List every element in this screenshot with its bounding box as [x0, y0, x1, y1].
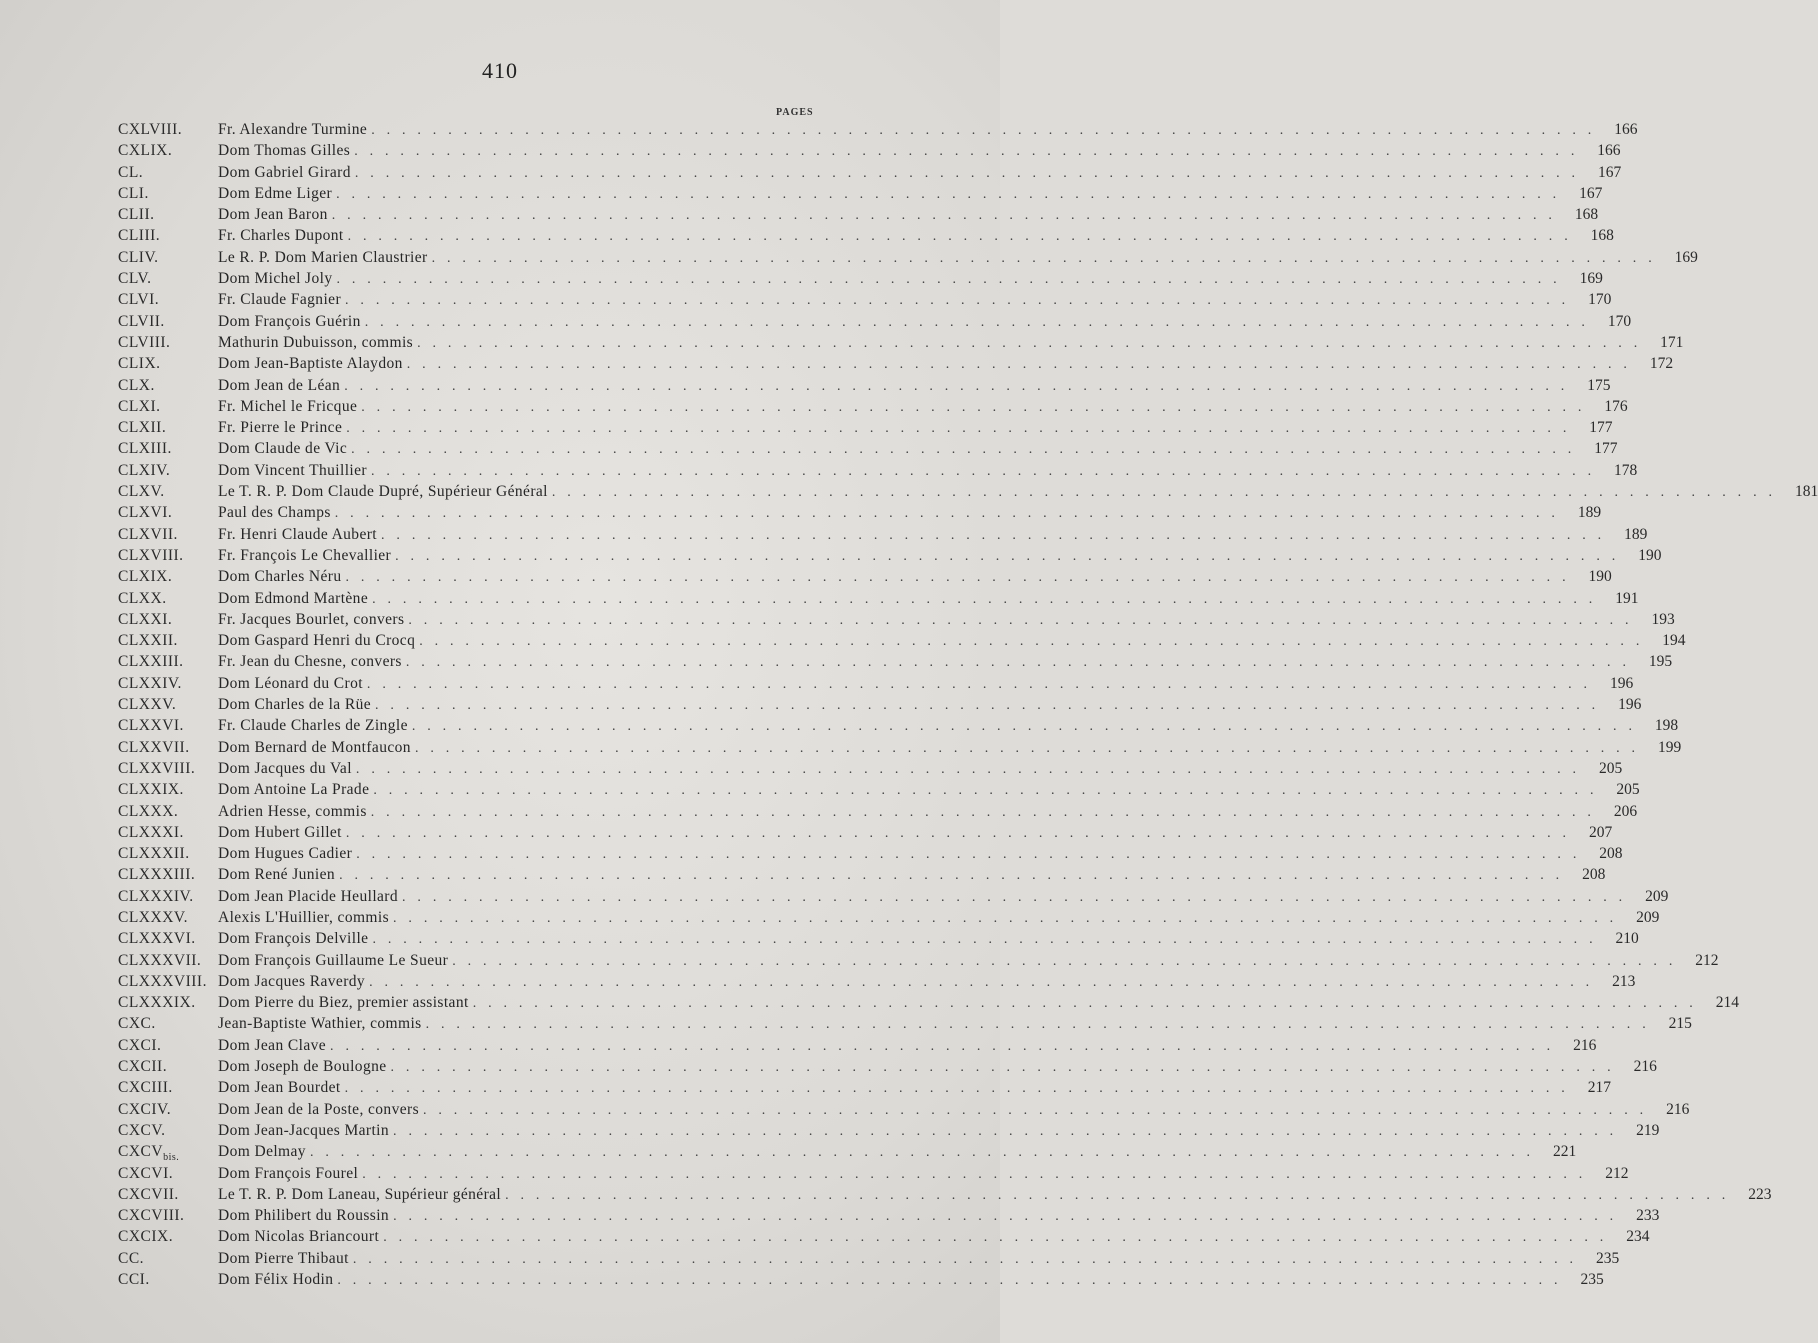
dot-leader: . . . . . . . . . . . . . . . . . . . . . . . . . . . . . . . . . . . . . . . . . . . . . . . . . . . . . . . . . . . . . . . . . . . . . . . . . . . . . . . . [354, 165, 1580, 181]
toc-entry [118, 225, 1614, 246]
dot-leader: . . . . . . . . . . . . . . . . . . . . . . . . . . . . . . . . . . . . . . . . . . . . . . . . . . . . . . . . . . . . . . . . . . . . . . . . . . . . . . . . [366, 676, 1592, 692]
dot-leader: . . . . . . . . . . . . . . . . . . . . . . . . . . . . . . . . . . . . . . . . . . . . . . . . . . . . . . . . . . . . . . . . . . . . . . . . . . . . . . . . [334, 506, 1560, 522]
entry-number: CLXX. [118, 589, 167, 607]
toc-entry [118, 715, 1679, 736]
entry-page: 181 [1794, 483, 1818, 501]
toc-entry [118, 864, 1606, 885]
dot-leader: . . . . . . . . . . . . . . . . . . . . . . . . . . . . . . . . . . . . . . . . . . . . . . . . . . . . . . . . . . . . . . . . . . . . . . . . . . . . . . . . [351, 442, 1576, 458]
dot-leader: . . . . . . . . . . . . . . . . . . . . . . . . . . . . . . . . . . . . . . . . . . . . . . . . . . . . . . . . . . . . . . . . . . . . . . . . . . . . . . . . [344, 1081, 1569, 1097]
entry-name: Dom Michel Joly [218, 270, 333, 288]
entry-number: CXCVII. [118, 1185, 179, 1203]
entry-number: CLXV. [118, 483, 165, 501]
entry-name: Dom René Junien [218, 866, 336, 884]
entry-page: 193 [1651, 610, 1675, 628]
toc-entry [118, 737, 1682, 758]
entry-page: 235 [1595, 1249, 1620, 1267]
entry-page: 205 [1598, 759, 1623, 777]
entry-number: CLXXXIX. [118, 994, 196, 1012]
entry-name: Dom Gabriel Girard [218, 163, 351, 181]
entry-name: Fr. Claude Charles de Zingle [218, 717, 408, 735]
entry-name: Mathurin Dubuisson, commis [218, 333, 414, 351]
dot-leader: . . . . . . . . . . . . . . . . . . . . . . . . . . . . . . . . . . . . . . . . . . . . . . . . . . . . . . . . . . . . . . . . . . . . . . . . . . . . . . . . [405, 655, 1631, 671]
entry-number: CLIV. [118, 248, 159, 266]
toc-entry [118, 524, 1648, 545]
dot-leader: . . . . . . . . . . . . . . . . . . . . . . . . . . . . . . . . . . . . . . . . . . . . . . . . . . . . . . . . . . . . . . . . . . . . . . . . . . . . . . . . [331, 208, 1557, 224]
entry-number: CXCV. [118, 1121, 166, 1139]
entry-number: CLXXXII. [118, 845, 190, 863]
dot-leader: . . . . . . . . . . . . . . . . . . . . . . . . . . . . . . . . . . . . . . . . . . . . . . . . . . . . . . . . . . . . . . . . . . . . . . . . . . . . . . . . [336, 186, 1561, 202]
entry-number: CLXII. [118, 419, 167, 437]
dot-leader: . . . . . . . . . . . . . . . . . . . . . . . . . . . . . . . . . . . . . . . . . . . . . . . . . . . . . . . . . . . . . . . . . . . . . . . . . . . . . . . . [362, 1166, 1587, 1182]
entry-number: CLXXVIII. [118, 759, 196, 777]
entry-number: CLXXXIV. [118, 887, 194, 905]
entry-number: CLVI. [118, 291, 160, 309]
entry-page: 172 [1649, 355, 1674, 373]
entry-name: Dom Edme Liger [218, 184, 333, 202]
toc-entry [118, 396, 1628, 417]
dot-leader: . . . . . . . . . . . . . . . . . . . . . . . . . . . . . . . . . . . . . . . . . . . . . . . . . . . . . . . . . . . . . . . . . . . . . . . . . . . . . . . . [472, 996, 1697, 1012]
toc-entry [118, 1035, 1597, 1056]
entry-page: 209 [1645, 887, 1669, 905]
toc-entry [118, 417, 1613, 438]
dot-leader: . . . . . . . . . . . . . . . . . . . . . . . . . . . . . . . . . . . . . . . . . . . . . . . . . . . . . . . . . . . . . . . . . . . . . . . . . . . . . . . . [408, 612, 1633, 628]
dot-leader: . . . . . . . . . . . . . . . . . . . . . . . . . . . . . . . . . . . . . . . . . . . . . . . . . . . . . . . . . . . . . . . . . . . . . . . . . . . . . . . . [370, 463, 1596, 479]
entry-name: Dom Jean Clave [218, 1036, 327, 1054]
toc-entry [118, 1184, 1772, 1205]
toc-entry [118, 630, 1686, 651]
entry-name: Dom François Guérin [218, 312, 361, 330]
toc-entry [118, 119, 1638, 140]
entry-page: 213 [1612, 972, 1636, 990]
entry-page: 196 [1618, 696, 1642, 714]
entry-page: 170 [1588, 291, 1612, 309]
entry-name: Jean-Baptiste Wathier, commis [218, 1015, 422, 1033]
dot-leader: . . . . . . . . . . . . . . . . . . . . . . . . . . . . . . . . . . . . . . . . . . . . . . . . . . . . . . . . . . . . . . . . . . . . . . . . . . . . . . . . [345, 825, 1571, 841]
entry-page: 178 [1614, 461, 1638, 479]
toc-entry [118, 950, 1719, 971]
toc-entry [118, 1163, 1629, 1184]
dot-leader: . . . . . . . . . . . . . . . . . . . . . . . . . . . . . . . . . . . . . . . . . . . . . . . . . . . . . . . . . . . . . . . . . . . . . . . . . . . . . . . . [417, 335, 1642, 351]
entry-name: Dom Jacques du Val [218, 759, 352, 777]
entry-name: Dom Philibert du Roussin [218, 1207, 390, 1225]
entry-page: 205 [1616, 781, 1640, 799]
entry-page: 194 [1662, 632, 1686, 650]
entry-name: Dom Léonard du Crot [218, 674, 363, 692]
entry-number: CLXVIII. [118, 546, 184, 564]
dot-leader: . . . . . . . . . . . . . . . . . . . . . . . . . . . . . . . . . . . . . . . . . . . . . . . . . . . . . . . . . . . . . . . . . . . . . . . . . . . . . . . . [369, 974, 1594, 990]
dot-leader: . . . . . . . . . . . . . . . . . . . . . . . . . . . . . . . . . . . . . . . . . . . . . . . . . . . . . . . . . . . . . . . . . . . . . . . . . . . . . . . . [346, 421, 1571, 437]
entry-name: Dom Félix Hodin [218, 1271, 334, 1289]
entry-name: Le T. R. P. Dom Laneau, Supérieur général [218, 1185, 502, 1203]
dot-leader: . . . . . . . . . . . . . . . . . . . . . . . . . . . . . . . . . . . . . . . . . . . . . . . . . . . . . . . . . . . . . . . . . . . . . . . . . . . . . . . . [551, 485, 1777, 501]
dot-leader: . . . . . . . . . . . . . . . . . . . . . . . . . . . . . . . . . . . . . . . . . . . . . . . . . . . . . . . . . . . . . . . . . . . . . . . . . . . . . . . . [373, 783, 1598, 799]
toc-entry [118, 289, 1612, 310]
toc-entry [118, 460, 1638, 481]
toc-entry [118, 1013, 1692, 1034]
entry-page: 235 [1580, 1271, 1604, 1289]
dot-leader: . . . . . . . . . . . . . . . . . . . . . . . . . . . . . . . . . . . . . . . . . . . . . . . . . . . . . . . . . . . . . . . . . . . . . . . . . . . . . . . . [423, 1102, 1648, 1118]
entry-name: Paul des Champs [218, 504, 331, 522]
toc-entry [118, 502, 1602, 523]
entry-page: 210 [1615, 930, 1639, 948]
entry-number: CLXIII. [118, 440, 172, 458]
toc-entry [118, 1141, 1577, 1164]
entry-number: CLV. [118, 270, 152, 288]
entry-number: CLX. [118, 376, 155, 394]
entry-name: Fr. Michel le Fricque [218, 397, 358, 415]
entry-name: Dom Antoine La Prade [218, 781, 370, 799]
toc-entry [118, 481, 1818, 502]
dot-leader: . . . . . . . . . . . . . . . . . . . . . . . . . . . . . . . . . . . . . . . . . . . . . . . . . . . . . . . . . . . . . . . . . . . . . . . . . . . . . . . . [425, 1017, 1650, 1033]
entry-name: Dom Edmond Martène [218, 589, 369, 607]
toc-entry [118, 353, 1674, 374]
entry-name: Dom Jean Placide Heullard [218, 887, 399, 905]
toc-entry [118, 1269, 1604, 1290]
entry-page: 177 [1594, 440, 1618, 458]
entry-number: $CXCV_{bis.}$ [118, 1143, 180, 1164]
entry-number: CLVIII. [118, 333, 171, 351]
entry-number: CLXXIV. [118, 674, 182, 692]
entry-number: CLXXXVI. [118, 930, 196, 948]
entry-name: Dom François Guillaume Le Sueur [218, 951, 449, 969]
entry-name: Fr. Alexandre Turmine [218, 121, 368, 138]
entry-number: CLXXIII. [118, 653, 184, 671]
toc-entry [118, 162, 1622, 183]
entry-number: CXCII. [118, 1058, 168, 1076]
entry-name: Dom Vincent Thuillier [218, 461, 367, 479]
entry-number: CLXXVI. [118, 717, 184, 735]
entry-page: 199 [1658, 738, 1682, 756]
dot-leader: . . . . . . . . . . . . . . . . . . . . . . . . . . . . . . . . . . . . . . . . . . . . . . . . . . . . . . . . . . . . . . . . . . . . . . . . . . . . . . . . [345, 570, 1570, 586]
entry-number: CXCIV. [118, 1100, 172, 1118]
entry-number: CXCIII. [118, 1079, 173, 1097]
entry-page: 196 [1609, 674, 1634, 692]
entry-name: Dom Pierre du Biez, premier assistant [218, 994, 469, 1012]
dot-leader: . . . . . . . . . . . . . . . . . . . . . . . . . . . . . . . . . . . . . . . . . . . . . . . . . . . . . . . . . . . . . . . . . . . . . . . . . . . . . . . . [395, 548, 1620, 564]
toc-entry [118, 332, 1684, 353]
entry-page: 168 [1590, 227, 1614, 245]
entry-number: CXCVI. [118, 1164, 174, 1182]
entry-number: CLXVII. [118, 525, 178, 543]
entry-page: 166 [1597, 142, 1621, 160]
entry-name: Fr. François Le Chevallier [218, 546, 392, 564]
entry-page: 195 [1648, 653, 1673, 671]
entry-number: CLXXIX. [118, 781, 184, 799]
entry-page: 233 [1636, 1207, 1660, 1225]
toc-entry [118, 311, 1632, 332]
entry-page: 198 [1654, 717, 1679, 735]
dot-leader: . . . . . . . . . . . . . . . . . . . . . . . . . . . . . . . . . . . . . . . . . . . . . . . . . . . . . . . . . . . . . . . . . . . . . . . . . . . . . . . . [431, 250, 1656, 266]
entry-page: 190 [1638, 546, 1662, 564]
entry-page: 216 [1633, 1058, 1657, 1076]
dot-leader: . . . . . . . . . . . . . . . . . . . . . . . . . . . . . . . . . . . . . . . . . . . . . . . . . . . . . . . . . . . . . . . . . . . . . . . . . . . . . . . . [355, 761, 1581, 777]
dot-leader: . . . . . . . . . . . . . . . . . . . . . . . . . . . . . . . . . . . . . . . . . . . . . . . . . . . . . . . . . . . . . . . . . . . . . . . . . . . . . . . . [371, 123, 1596, 138]
entry-number: CLXIX. [118, 568, 173, 586]
entry-name: Fr. Claude Fagnier [218, 291, 342, 309]
dot-leader: . . . . . . . . . . . . . . . . . . . . . . . . . . . . . . . . . . . . . . . . . . . . . . . . . . . . . . . . . . . . . . . . . . . . . . . . . . . . . . . . [364, 314, 1590, 330]
toc-entry [118, 375, 1611, 396]
toc-entry [118, 588, 1639, 609]
entry-name: Dom Jean de Léan [218, 376, 341, 394]
dot-leader: . . . . . . . . . . . . . . . . . . . . . . . . . . . . . . . . . . . . . . . . . . . . . . . . . . . . . . . . . . . . . . . . . . . . . . . . . . . . . . . . [372, 591, 1597, 607]
toc-entry [118, 843, 1623, 864]
entry-page: 176 [1604, 397, 1628, 415]
entry-name: Fr. Pierre le Prince [218, 419, 343, 437]
entry-page: 208 [1582, 866, 1606, 884]
entry-page: 217 [1587, 1079, 1611, 1097]
entry-number: CXCIX. [118, 1228, 174, 1246]
entry-name: Adrien Hesse, commis [218, 802, 367, 820]
dot-leader: . . . . . . . . . . . . . . . . . . . . . . . . . . . . . . . . . . . . . . . . . . . . . . . . . . . . . . . . . . . . . . . . . . . . . . . . . . . . . . . . [402, 889, 1627, 905]
dot-leader: . . . . . . . . . . . . . . . . . . . . . . . . . . . . . . . . . . . . . . . . . . . . . . . . . . . . . . . . . . . . . . . . . . . . . . . . . . . . . . . . [339, 868, 1564, 884]
entry-page: 223 [1748, 1185, 1772, 1203]
toc-entry [118, 886, 1669, 907]
entry-name: Dom Nicolas Briancourt [218, 1228, 380, 1246]
toc-entry [118, 928, 1639, 949]
entry-name: Dom Hubert Gillet [218, 823, 342, 841]
dot-leader: . . . . . . . . . . . . . . . . . . . . . . . . . . . . . . . . . . . . . . . . . . . . . . . . . . . . . . . . . . . . . . . . . . . . . . . . . . . . . . . . [344, 378, 1569, 394]
entry-page: 212 [1695, 951, 1719, 969]
entry-number: CLI. [118, 184, 149, 202]
entry-name: Dom Delmay [218, 1143, 306, 1161]
entry-number-suffix: bis. [163, 1152, 180, 1164]
toc-entry [118, 566, 1612, 587]
entry-name: Fr. Jacques Bourlet, convers [218, 610, 405, 628]
entry-name: Dom Charles de la Rüe [218, 696, 372, 714]
toc-entry [118, 1120, 1660, 1141]
dot-leader: . . . . . . . . . . . . . . . . . . . . . . . . . . . . . . . . . . . . . . . . . . . . . . . . . . . . . . . . . . . . . . . . . . . . . . . . . . . . . . . . [505, 1187, 1730, 1203]
entry-name: Dom Jean de la Poste, convers [218, 1100, 419, 1118]
entry-name: Alexis L'Huillier, commis [218, 908, 390, 926]
entry-page: 167 [1597, 163, 1622, 181]
toc-entry [118, 1226, 1650, 1247]
entry-name: Dom Jean-Baptiste Alaydon [218, 355, 403, 373]
entry-number: CXLVIII. [118, 121, 183, 138]
toc-entry [118, 651, 1673, 672]
dot-leader: . . . . . . . . . . . . . . . . . . . . . . . . . . . . . . . . . . . . . . . . . . . . . . . . . . . . . . . . . . . . . . . . . . . . . . . . . . . . . . . . [372, 932, 1597, 948]
entry-page: 168 [1574, 206, 1599, 224]
entry-number: CLXXII. [118, 632, 178, 650]
entry-number: CLXXI. [118, 610, 173, 628]
toc-entry [118, 1077, 1611, 1098]
entry-page: 189 [1624, 525, 1648, 543]
entry-page: 191 [1615, 589, 1639, 607]
entry-page: 175 [1587, 376, 1611, 394]
entry-name: Fr. Charles Dupont [218, 227, 344, 245]
toc-entry [118, 758, 1623, 779]
toc-entry [118, 1056, 1657, 1077]
entry-page: 189 [1577, 504, 1602, 522]
pages-column-header: PAGES [776, 107, 814, 118]
dot-leader: . . . . . . . . . . . . . . . . . . . . . . . . . . . . . . . . . . . . . . . . . . . . . . . . . . . . . . . . . . . . . . . . . . . . . . . . . . . . . . . . [383, 1230, 1608, 1246]
entry-page: 214 [1715, 994, 1739, 1012]
dot-leader: . . . . . . . . . . . . . . . . . . . . . . . . . . . . . . . . . . . . . . . . . . . . . . . . . . . . . . . . . . . . . . . . . . . . . . . . . . . . . . . . [370, 804, 1596, 820]
entry-name: Dom Bernard de Montfaucon [218, 738, 411, 756]
dot-leader: . . . . . . . . . . . . . . . . . . . . . . . . . . . . . . . . . . . . . . . . . . . . . . . . . . . . . . . . . . . . . . . . . . . . . . . . . . . . . . . . [309, 1145, 1535, 1161]
toc-entry [118, 801, 1638, 822]
entry-page: 208 [1599, 845, 1623, 863]
entry-number: CLXXVII. [118, 738, 190, 756]
entry-name: Dom Joseph de Boulogne [218, 1058, 387, 1076]
entry-name: Dom Thomas Gilles [218, 142, 351, 160]
entry-name: Le R. P. Dom Marien Claustrier [218, 248, 428, 266]
dot-leader: . . . . . . . . . . . . . . . . . . . . . . . . . . . . . . . . . . . . . . . . . . . . . . . . . . . . . . . . . . . . . . . . . . . . . . . . . . . . . . . . [390, 1060, 1615, 1076]
entry-number: CLXXX. [118, 802, 179, 820]
entry-number: CXLIX. [118, 142, 173, 160]
entry-page: 216 [1573, 1036, 1597, 1054]
entry-page: 234 [1626, 1228, 1650, 1246]
dot-leader: . . . . . . . . . . . . . . . . . . . . . . . . . . . . . . . . . . . . . . . . . . . . . . . . . . . . . . . . . . . . . . . . . . . . . . . . . . . . . . . . [414, 740, 1640, 756]
entry-name: Dom Hugues Cadier [218, 845, 353, 863]
toc-entry [118, 140, 1621, 161]
dot-leader: . . . . . . . . . . . . . . . . . . . . . . . . . . . . . . . . . . . . . . . . . . . . . . . . . . . . . . . . . . . . . . . . . . . . . . . . . . . . . . . . [356, 847, 1581, 863]
entry-number: CLXXXIII. [118, 866, 196, 884]
entry-number: CLXXXI. [118, 823, 184, 841]
toc-entry [118, 438, 1618, 459]
entry-page: 171 [1660, 333, 1684, 351]
entry-number: CXCI. [118, 1036, 162, 1054]
toc-entry [118, 992, 1739, 1013]
toc-entry [118, 183, 1603, 204]
dot-leader: . . . . . . . . . . . . . . . . . . . . . . . . . . . . . . . . . . . . . . . . . . . . . . . . . . . . . . . . . . . . . . . . . . . . . . . . . . . . . . . . [411, 719, 1637, 735]
page-number: 410 [482, 58, 518, 83]
dot-leader: . . . . . . . . . . . . . . . . . . . . . . . . . . . . . . . . . . . . . . . . . . . . . . . . . . . . . . . . . . . . . . . . . . . . . . . . . . . . . . . . [381, 527, 1606, 543]
entry-page: 215 [1668, 1015, 1692, 1033]
entry-page: 219 [1636, 1121, 1660, 1139]
entry-name: Fr. Jean du Chesne, convers [218, 653, 402, 671]
dot-leader: . . . . . . . . . . . . . . . . . . . . . . . . . . . . . . . . . . . . . . . . . . . . . . . . . . . . . . . . . . . . . . . . . . . . . . . . . . . . . . . . [336, 272, 1561, 288]
entry-name: Dom Jean Bourdet [218, 1079, 341, 1097]
entry-page: 216 [1666, 1100, 1690, 1118]
dot-leader: . . . . . . . . . . . . . . . . . . . . . . . . . . . . . . . . . . . . . . . . . . . . . . . . . . . . . . . . . . . . . . . . . . . . . . . . . . . . . . . . [393, 910, 1618, 926]
entry-number: CC. [118, 1249, 145, 1267]
dot-leader: . . . . . . . . . . . . . . . . . . . . . . . . . . . . . . . . . . . . . . . . . . . . . . . . . . . . . . . . . . . . . . . . . . . . . . . . . . . . . . . . [393, 1123, 1618, 1139]
entry-number: CLXIV. [118, 461, 171, 479]
toc-entry [118, 1205, 1660, 1226]
dot-leader: . . . . . . . . . . . . . . . . . . . . . . . . . . . . . . . . . . . . . . . . . . . . . . . . . . . . . . . . . . . . . . . . . . . . . . . . . . . . . . . . [330, 1038, 1555, 1054]
dot-leader: . . . . . . . . . . . . . . . . . . . . . . . . . . . . . . . . . . . . . . . . . . . . . . . . . . . . . . . . . . . . . . . . . . . . . . . . . . . . . . . . [354, 144, 1579, 160]
toc-entry [118, 1099, 1690, 1120]
entry-name: Dom Gaspard Henri du Crocq [218, 632, 416, 650]
entry-page: 206 [1613, 802, 1638, 820]
dot-leader: . . . . . . . . . . . . . . . . . . . . . . . . . . . . . . . . . . . . . . . . . . . . . . . . . . . . . . . . . . . . . . . . . . . . . . . . . . . . . . . . [452, 953, 1677, 969]
entry-name: Dom Charles Néru [218, 568, 342, 586]
entry-name: Le T. R. P. Dom Claude Dupré, Supérieur Général [218, 483, 548, 501]
entry-page: 177 [1589, 419, 1613, 437]
entry-name: Dom Pierre Thibaut [218, 1249, 349, 1267]
entry-number: CLXVI. [118, 504, 173, 522]
entry-page: 167 [1579, 184, 1603, 202]
toc-entry [118, 822, 1613, 843]
dot-leader: . . . . . . . . . . . . . . . . . . . . . . . . . . . . . . . . . . . . . . . . . . . . . . . . . . . . . . . . . . . . . . . . . . . . . . . . . . . . . . . . [347, 229, 1572, 245]
entry-name: Dom Jacques Raverdy [218, 972, 366, 990]
entry-page: 166 [1614, 121, 1638, 138]
entry-number: CLXXXVII. [118, 951, 202, 969]
entry-number: CLXXV. [118, 696, 177, 714]
toc-entry [118, 609, 1675, 630]
toc-entry [118, 779, 1640, 800]
entry-number: CXCVIII. [118, 1207, 185, 1225]
dot-leader: . . . . . . . . . . . . . . . . . . . . . . . . . . . . . . . . . . . . . . . . . . . . . . . . . . . . . . . . . . . . . . . . . . . . . . . . . . . . . . . . [393, 1209, 1618, 1225]
entry-page: 170 [1607, 312, 1632, 330]
entry-name: Fr. Henri Claude Aubert [218, 525, 378, 543]
dot-leader: . . . . . . . . . . . . . . . . . . . . . . . . . . . . . . . . . . . . . . . . . . . . . . . . . . . . . . . . . . . . . . . . . . . . . . . . . . . . . . . . [352, 1251, 1578, 1267]
toc-entry [118, 694, 1642, 715]
entry-page: 209 [1636, 908, 1660, 926]
entry-page: 169 [1579, 270, 1603, 288]
entry-page: 190 [1588, 568, 1612, 586]
toc-entry [118, 545, 1662, 566]
entry-name: Dom François Fourel [218, 1164, 359, 1182]
dot-leader: . . . . . . . . . . . . . . . . . . . . . . . . . . . . . . . . . . . . . . . . . . . . . . . . . . . . . . . . . . . . . . . . . . . . . . . . . . . . . . . . [337, 1273, 1562, 1289]
toc-entry [118, 971, 1636, 992]
toc-entry [118, 268, 1603, 289]
entry-number: CLXI. [118, 397, 161, 415]
dot-leader: . . . . . . . . . . . . . . . . . . . . . . . . . . . . . . . . . . . . . . . . . . . . . . . . . . . . . . . . . . . . . . . . . . . . . . . . . . . . . . . . [406, 357, 1632, 373]
entry-number: CLXXXVIII. [118, 972, 207, 990]
entry-name: Dom Jean Baron [218, 206, 328, 224]
entry-name: Dom Claude de Vic [218, 440, 348, 458]
toc-entry [118, 1248, 1620, 1269]
entry-number: CLVII. [118, 312, 165, 330]
entry-page: 212 [1605, 1164, 1629, 1182]
toc-entry [118, 247, 1698, 268]
entry-page: 221 [1553, 1143, 1577, 1161]
entry-number: CLIII. [118, 227, 161, 245]
toc-entry [118, 673, 1634, 694]
entry-name: Dom François Delville [218, 930, 369, 948]
entry-number: CCI. [118, 1271, 150, 1289]
entry-page: 169 [1674, 248, 1698, 266]
entry-page: 207 [1588, 823, 1613, 841]
entry-number: CLII. [118, 206, 155, 224]
entry-name: Dom Jean-Jacques Martin [218, 1121, 390, 1139]
entry-number: CLXXXV. [118, 908, 188, 926]
toc-entry [118, 204, 1599, 225]
entry-number: CXC. [118, 1015, 156, 1033]
dot-leader: . . . . . . . . . . . . . . . . . . . . . . . . . . . . . . . . . . . . . . . . . . . . . . . . . . . . . . . . . . . . . . . . . . . . . . . . . . . . . . . . [345, 293, 1570, 309]
entry-number: CLIX. [118, 355, 161, 373]
dot-leader: . . . . . . . . . . . . . . . . . . . . . . . . . . . . . . . . . . . . . . . . . . . . . . . . . . . . . . . . . . . . . . . . . . . . . . . . . . . . . . . . [419, 634, 1644, 650]
dot-leader: . . . . . . . . . . . . . . . . . . . . . . . . . . . . . . . . . . . . . . . . . . . . . . . . . . . . . . . . . . . . . . . . . . . . . . . . . . . . . . . . [375, 698, 1600, 714]
table-of-contents [118, 119, 1818, 1290]
dot-leader: . . . . . . . . . . . . . . . . . . . . . . . . . . . . . . . . . . . . . . . . . . . . . . . . . . . . . . . . . . . . . . . . . . . . . . . . . . . . . . . . [361, 399, 1586, 415]
toc-entry [118, 907, 1660, 928]
entry-number: CL. [118, 163, 144, 181]
